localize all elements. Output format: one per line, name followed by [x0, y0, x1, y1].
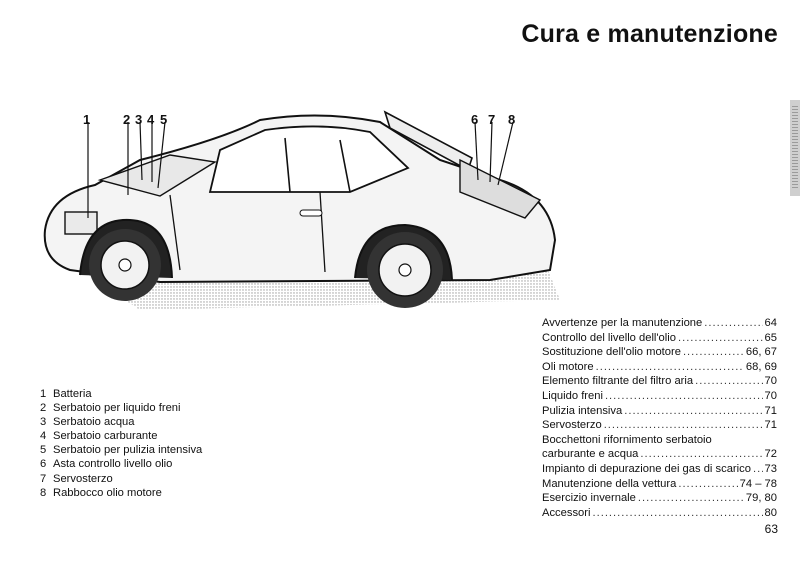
toc-page: 68, 69 [745, 360, 777, 373]
toc-entry[interactable]: Sostituzione dell'olio motore ..... 66, 67 [542, 345, 777, 360]
toc-page: 64 [764, 317, 777, 329]
chapter-edge-tab [790, 100, 800, 196]
car-illustration [20, 100, 580, 330]
legend-label: Serbatoio per pulizia intensiva [53, 444, 203, 457]
legend-item: 3 Serbatoio acqua [40, 416, 135, 429]
toc-page: 70 [764, 375, 777, 388]
chapter-contents [542, 316, 777, 520]
toc-entry[interactable]: Impianto di depurazione dei gas di scarico ..... 73 [542, 462, 777, 477]
toc-page: 72 [764, 448, 777, 461]
toc-entry[interactable]: Pulizia intensiva ..... 71 [542, 404, 777, 419]
toc-page: 65 [764, 331, 777, 344]
toc-page: 73 [764, 462, 777, 475]
callout-3: 3 [135, 112, 143, 127]
legend-item: 1 Batteria [40, 388, 92, 400]
toc-page: 70 [764, 389, 777, 402]
legend-label: Serbatoio carburante [53, 430, 158, 443]
toc-page: 71 [764, 404, 777, 417]
callout-1: 1 [83, 112, 91, 127]
legend-item: 2 Serbatoio per liquido freni [40, 402, 181, 415]
toc-entry[interactable]: Oli motore ..... 68, 69 [542, 360, 777, 375]
legend-item: 8 Rabbocco olio motore [40, 486, 162, 499]
toc-page: 71 [764, 419, 777, 432]
callout-4: 4 [147, 112, 155, 127]
legend-label: Asta controllo livello olio [53, 458, 173, 471]
callout-2: 2 [123, 112, 131, 127]
legend-label: Rabbocco olio motore [53, 486, 162, 499]
callout-5: 5 [160, 112, 168, 127]
callout-8: 8 [508, 112, 516, 127]
toc-entry[interactable]: Bocchettoni rifornimento serbatoio [542, 433, 712, 446]
toc-page: 74 – 78 [739, 477, 777, 490]
toc-entry[interactable]: Accessori ..... 80 [542, 506, 777, 521]
legend-label: Serbatoio per liquido freni [53, 402, 181, 415]
toc-page: 79, 80 [745, 492, 777, 505]
legend-item: 6 Asta controllo livello olio [40, 458, 173, 471]
callout-7: 7 [488, 112, 496, 127]
toc-entry[interactable]: carburante e acqua ..... 72 [542, 447, 777, 462]
legend-item: 4 Serbatoio carburante [40, 430, 158, 443]
legend-item: 7 Servosterzo [40, 472, 113, 485]
toc-entry[interactable]: Liquido freni ..... 70 [542, 389, 777, 404]
page-title: Cura e manutenzione [521, 20, 778, 48]
toc-entry[interactable]: Esercizio invernale ..... 79, 80 [542, 491, 777, 506]
callout-6: 6 [471, 112, 479, 127]
toc-page: 80 [764, 506, 777, 519]
toc-entry[interactable]: Servosterzo ..... 71 [542, 418, 777, 433]
toc-entry[interactable]: Avvertenze per la manutenzione ..... 64 [542, 316, 777, 331]
legend-item: 5 Serbatoio per pulizia intensiva [40, 444, 203, 457]
legend-label: Servosterzo [53, 472, 113, 485]
toc-entry[interactable]: Manutenzione della vettura ..... 74 – 78 [542, 477, 777, 492]
toc-entry[interactable]: Elemento filtrante del filtro aria ..... 70 [542, 374, 777, 389]
legend-label: Batteria [53, 388, 92, 400]
legend-label: Serbatoio acqua [53, 416, 135, 429]
component-legend [40, 387, 202, 500]
page-number: 63 [764, 522, 778, 536]
toc-page: 66, 67 [745, 346, 777, 359]
toc-entry[interactable]: Controllo del livello dell'olio ..... 65 [542, 331, 777, 346]
